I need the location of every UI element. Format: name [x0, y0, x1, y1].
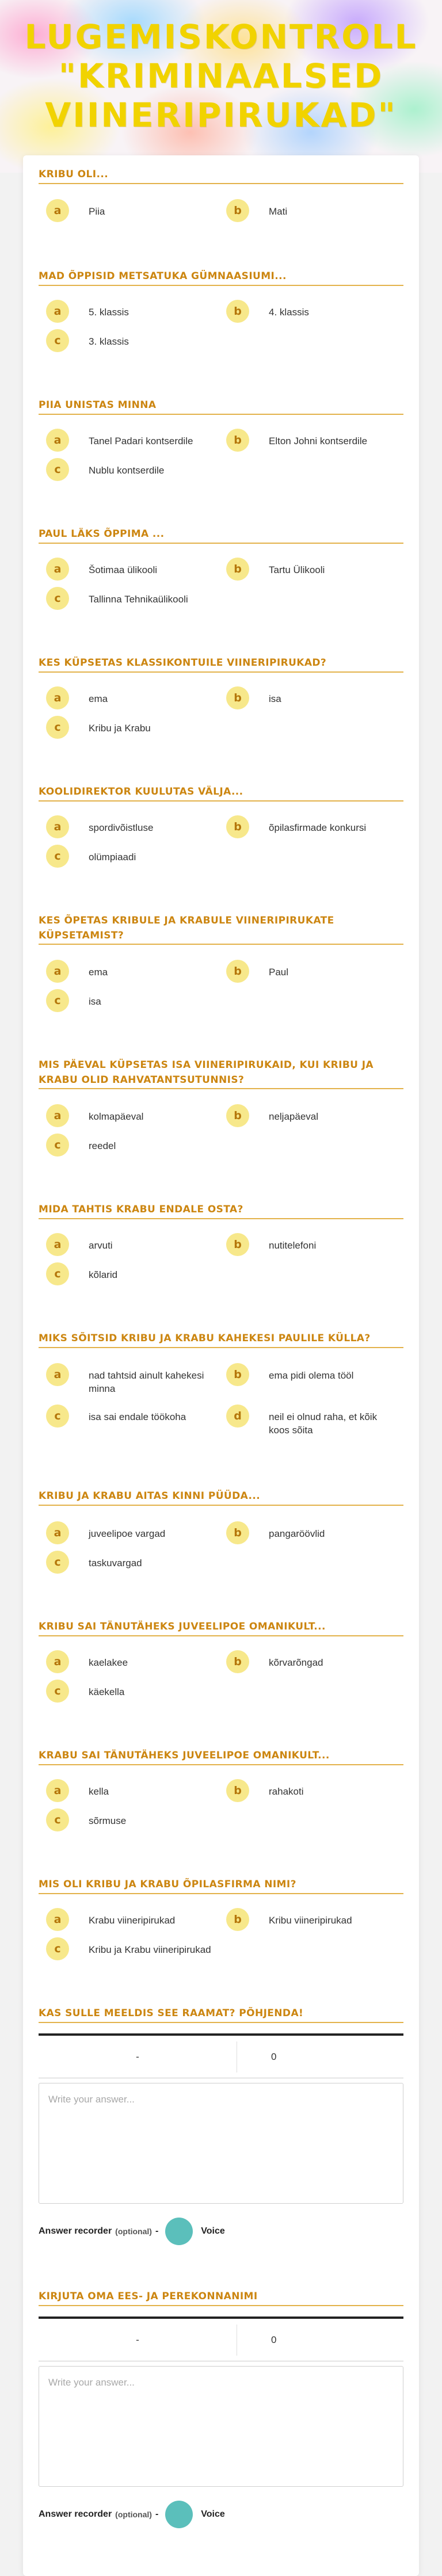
- answer-option-b[interactable]: [226, 1363, 395, 1386]
- option-letter-badge: b: [226, 199, 249, 222]
- question-divider: [39, 1893, 403, 1894]
- option-text: Krabu viineripirukad: [89, 1915, 176, 1926]
- answer-option-a[interactable]: [46, 1233, 215, 1256]
- option-letter-badge: a: [46, 1104, 69, 1127]
- table-cell[interactable]: 0: [271, 2051, 277, 2062]
- question-title: MIKS SÕITSID KRIBU JA KRABU KAHEKESI PAULILE KÜLLA?: [39, 1333, 371, 1344]
- answer-option-c[interactable]: [46, 1680, 215, 1703]
- table-cell[interactable]: -: [136, 2334, 139, 2345]
- answer-table: [39, 2033, 403, 2078]
- header-banner: [0, 0, 442, 173]
- option-letter-badge: d: [226, 1405, 249, 1428]
- question-title: MIS OLI KRIBU JA KRABU ÕPILASFIRMA NIMI?: [39, 1879, 296, 1890]
- question-divider: [39, 944, 403, 945]
- answer-textarea[interactable]: Write your answer...: [39, 2083, 403, 2204]
- answer-option-b[interactable]: [226, 815, 395, 838]
- option-text: ema: [89, 693, 108, 704]
- page-title: LUGEMISKONTROLL "KRIMINAALSED VIINERIPIRUKAD": [24, 17, 418, 135]
- recorder-label: Answer recorder: [39, 2509, 112, 2519]
- option-letter-badge: a: [46, 199, 69, 222]
- answer-option-a[interactable]: [46, 199, 215, 222]
- option-text: kella: [89, 1786, 109, 1797]
- option-text: 3. klassis: [89, 336, 129, 347]
- table-cell[interactable]: 0: [271, 2334, 277, 2345]
- question-title: PAUL LÄKS ÕPPIMA ...: [39, 528, 165, 540]
- option-letter-badge: c: [46, 587, 69, 610]
- option-letter-badge: c: [46, 845, 69, 868]
- answer-option-b[interactable]: [226, 1908, 395, 1931]
- recorder-optional: (optional): [115, 2510, 152, 2519]
- option-text: Paul: [269, 967, 289, 978]
- question-divider: [39, 1347, 403, 1348]
- option-letter-badge: a: [46, 558, 69, 581]
- question-divider: [39, 2022, 403, 2023]
- option-text: kaelakee: [89, 1657, 128, 1668]
- answer-option-a[interactable]: [46, 1521, 215, 1544]
- answer-option-c[interactable]: [46, 329, 215, 352]
- record-button[interactable]: [165, 2501, 193, 2528]
- question-title: KAS SULLE MEELDIS SEE RAAMAT? PÕHJENDA!: [39, 2008, 304, 2019]
- question-divider: [39, 414, 403, 415]
- answer-option-c[interactable]: [46, 587, 215, 610]
- option-text: neljapäeval: [269, 1111, 319, 1122]
- answer-option-b[interactable]: [226, 686, 395, 709]
- option-letter-badge: b: [226, 1779, 249, 1802]
- option-letter-badge: b: [226, 1363, 249, 1386]
- recorder-dash: -: [155, 2226, 159, 2236]
- option-letter-badge: a: [46, 686, 69, 709]
- recorder-dash: -: [155, 2509, 159, 2519]
- answer-option-c[interactable]: [46, 989, 215, 1012]
- answer-option-c[interactable]: [46, 716, 215, 739]
- answer-option-a[interactable]: [46, 1104, 215, 1127]
- option-letter-badge: c: [46, 716, 69, 739]
- question-divider: [39, 671, 403, 673]
- option-text: Piia: [89, 206, 105, 217]
- answer-option-a[interactable]: [46, 1908, 215, 1931]
- answer-option-b[interactable]: [226, 1233, 395, 1256]
- question-divider: [39, 543, 403, 544]
- option-letter-badge: a: [46, 300, 69, 323]
- option-text: kõrvarõngad: [269, 1657, 323, 1668]
- option-text: Nublu kontserdile: [89, 465, 165, 476]
- option-text: arvuti: [89, 1240, 113, 1251]
- option-letter-badge: a: [46, 429, 69, 452]
- option-letter-badge: c: [46, 458, 69, 481]
- option-text: kolmapäeval: [89, 1111, 144, 1122]
- option-letter-badge: c: [46, 1808, 69, 1831]
- answer-option-c[interactable]: [46, 1551, 215, 1574]
- question-divider: [39, 1635, 403, 1636]
- question-title: KRABU SAI TÄNUTÄHEKS JUVEELIPOE OMANIKULT...: [39, 1750, 330, 1761]
- option-letter-badge: c: [46, 1134, 69, 1157]
- option-letter-badge: a: [46, 1908, 69, 1931]
- option-text: ema pidi olema tööl: [269, 1370, 354, 1381]
- option-text: nad tahtsid ainult kahekesi minna: [89, 1370, 204, 1394]
- option-text: isa: [89, 996, 101, 1007]
- record-button[interactable]: [165, 2218, 193, 2245]
- question-title: MAD ÕPPISID METSATUKA GÜMNAASIUMI...: [39, 270, 287, 282]
- question-title: KIRJUTA OMA EES- JA PEREKONNANIMI: [39, 2291, 258, 2302]
- answer-option-c[interactable]: [46, 1937, 215, 1960]
- option-text: Kribu ja Krabu: [89, 723, 151, 734]
- option-letter-badge: a: [46, 1779, 69, 1802]
- option-text: Šotimaa ülikooli: [89, 564, 158, 575]
- answer-option-a[interactable]: [46, 558, 215, 581]
- answer-option-b[interactable]: [226, 960, 395, 983]
- option-text: taskuvargad: [89, 1558, 142, 1569]
- option-letter-badge: b: [226, 815, 249, 838]
- option-letter-badge: a: [46, 815, 69, 838]
- question-divider: [39, 183, 403, 184]
- option-letter-badge: a: [46, 960, 69, 983]
- question-title: KES ÕPETAS KRIBULE JA KRABULE VIINERIPIRUKATE KÜPSETAMIST?: [39, 915, 334, 941]
- option-letter-badge: a: [46, 1650, 69, 1673]
- answer-option-a[interactable]: [46, 960, 215, 983]
- answer-option-c[interactable]: [46, 1405, 215, 1428]
- answer-option-a[interactable]: [46, 686, 215, 709]
- answer-option-a[interactable]: [46, 1650, 215, 1673]
- option-text: Tanel Padari kontserdile: [89, 436, 193, 446]
- answer-option-a[interactable]: [46, 300, 215, 323]
- option-text: Mati: [269, 206, 288, 217]
- option-letter-badge: b: [226, 960, 249, 983]
- answer-recorder: [39, 2218, 225, 2245]
- question-title: KRIBU SAI TÄNUTÄHEKS JUVEELIPOE OMANIKULT...: [39, 1621, 326, 1632]
- option-letter-badge: c: [46, 989, 69, 1012]
- option-text: spordivõistluse: [89, 822, 154, 833]
- question-divider: [39, 1505, 403, 1506]
- answer-option-c[interactable]: [46, 458, 215, 481]
- option-letter-badge: b: [226, 1521, 249, 1544]
- option-text: Tallinna Tehnikaülikooli: [89, 594, 188, 605]
- answer-option-a[interactable]: [46, 1363, 215, 1395]
- question-title: KES KÜPSETAS KLASSIKONTUILE VIINERIPIRUKAD?: [39, 657, 327, 669]
- answer-option-c[interactable]: [46, 845, 215, 868]
- option-letter-badge: a: [46, 1233, 69, 1256]
- answer-option-a[interactable]: [46, 815, 215, 838]
- answer-option-d[interactable]: [226, 1405, 395, 1437]
- answer-option-b[interactable]: [226, 199, 395, 222]
- answer-option-b[interactable]: [226, 300, 395, 323]
- option-text: juveelipoe vargad: [89, 1528, 166, 1539]
- option-text: pangaröövlid: [269, 1528, 325, 1539]
- option-letter-badge: b: [226, 1908, 249, 1931]
- answer-option-b[interactable]: [226, 1779, 395, 1802]
- option-letter-badge: b: [226, 429, 249, 452]
- option-text: nutitelefoni: [269, 1240, 317, 1251]
- option-letter-badge: c: [46, 1405, 69, 1428]
- option-letter-badge: b: [226, 300, 249, 323]
- answer-option-b[interactable]: [226, 1521, 395, 1544]
- question-divider: [39, 800, 403, 802]
- answer-option-a[interactable]: [46, 1779, 215, 1802]
- question-divider: [39, 1218, 403, 1219]
- answer-option-b[interactable]: [226, 558, 395, 581]
- question-title: KOOLIDIREKTOR KUULUTAS VÄLJA...: [39, 786, 243, 797]
- answer-option-b[interactable]: [226, 1650, 395, 1673]
- answer-option-c[interactable]: [46, 1262, 215, 1285]
- option-letter-badge: b: [226, 1104, 249, 1127]
- option-text: sõrmuse: [89, 1815, 127, 1826]
- question-title: KRIBU JA KRABU AITAS KINNI PÜÜDA...: [39, 1490, 261, 1502]
- answer-option-c[interactable]: [46, 1808, 215, 1831]
- question-divider: [39, 2305, 403, 2306]
- voice-label: Voice: [201, 2226, 225, 2236]
- option-text: isa: [269, 693, 281, 704]
- question-title: KRIBU OLI...: [39, 169, 109, 180]
- answer-textarea[interactable]: Write your answer...: [39, 2366, 403, 2487]
- option-letter-badge: c: [46, 1937, 69, 1960]
- option-letter-badge: c: [46, 1262, 69, 1285]
- answer-option-a[interactable]: [46, 429, 215, 452]
- question-divider: [39, 1764, 403, 1765]
- option-letter-badge: a: [46, 1363, 69, 1386]
- option-text: ema: [89, 967, 108, 978]
- recorder-label: Answer recorder: [39, 2226, 112, 2236]
- option-text: käekella: [89, 1686, 125, 1697]
- option-text: Kribu viineripirukad: [269, 1915, 352, 1926]
- option-letter-badge: c: [46, 329, 69, 352]
- option-text: Kribu ja Krabu viineripirukad: [89, 1944, 211, 1955]
- option-letter-badge: c: [46, 1680, 69, 1703]
- question-title: PIIA UNISTAS MINNA: [39, 399, 157, 411]
- question-title: MIS PÄEVAL KÜPSETAS ISA VIINERIPIRUKAID, KUI KRIBU JA KRABU OLID RAHVATANTSUTUNNIS?: [39, 1059, 374, 1086]
- option-text: õpilasfirmade konkursi: [269, 822, 367, 833]
- answer-option-c[interactable]: [46, 1134, 215, 1157]
- option-text: 4. klassis: [269, 307, 309, 318]
- option-text: Elton Johni kontserdile: [269, 436, 368, 446]
- answer-option-b[interactable]: [226, 1104, 395, 1127]
- option-letter-badge: a: [46, 1521, 69, 1544]
- answer-recorder: [39, 2501, 225, 2528]
- option-text: kõlarid: [89, 1269, 118, 1280]
- option-text: Tartu Ülikooli: [269, 564, 325, 575]
- option-text: isa sai endale töökoha: [89, 1411, 186, 1422]
- voice-label: Voice: [201, 2509, 225, 2519]
- option-text: reedel: [89, 1140, 116, 1151]
- table-cell[interactable]: -: [136, 2051, 139, 2062]
- option-text: neil ei olnud raha, et kõik koos sõita: [269, 1411, 378, 1436]
- question-title: MIDA TAHTIS KRABU ENDALE OSTA?: [39, 1204, 243, 1215]
- option-text: rahakoti: [269, 1786, 304, 1797]
- option-letter-badge: b: [226, 1650, 249, 1673]
- question-divider: [39, 1088, 403, 1089]
- recorder-optional: (optional): [115, 2227, 152, 2236]
- answer-table: [39, 2317, 403, 2361]
- option-text: 5. klassis: [89, 307, 129, 318]
- question-divider: [39, 285, 403, 286]
- option-letter-badge: c: [46, 1551, 69, 1574]
- option-letter-badge: b: [226, 558, 249, 581]
- option-text: olümpiaadi: [89, 852, 136, 863]
- answer-option-b[interactable]: [226, 429, 395, 452]
- option-letter-badge: b: [226, 686, 249, 709]
- option-letter-badge: b: [226, 1233, 249, 1256]
